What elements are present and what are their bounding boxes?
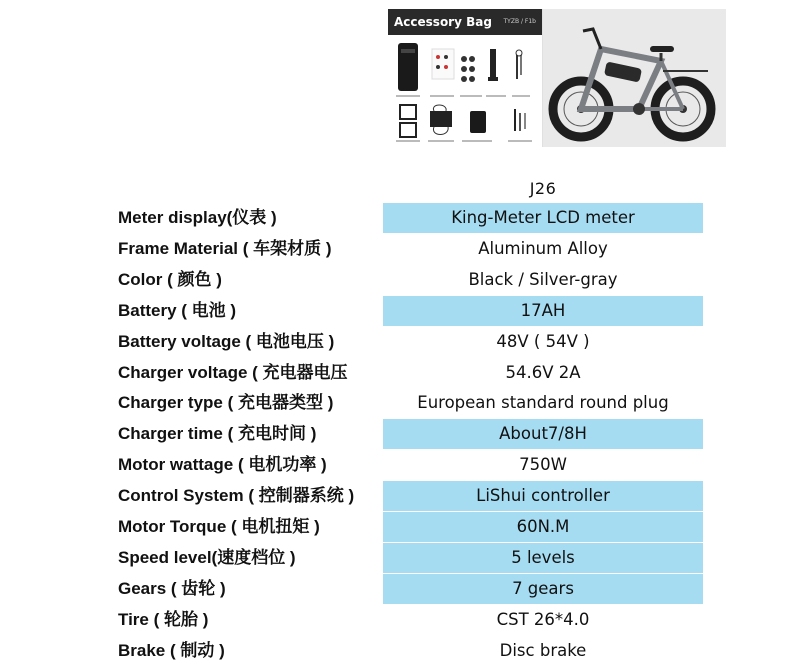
spec-row (0, 388, 808, 418)
accessory-bag-title: Accessory Bag (394, 15, 492, 29)
spec-row (0, 419, 808, 449)
spec-row (0, 358, 808, 388)
spec-label: Brake ( 制动 ) (118, 640, 225, 660)
tool-kit-icon (432, 49, 454, 79)
fat-bike-graphic (543, 9, 726, 147)
spec-row (0, 512, 808, 542)
spec-label: Motor wattage ( 电机功率 ) (118, 455, 327, 475)
bike-image (543, 9, 726, 147)
spec-row (0, 481, 808, 511)
spec-row (0, 605, 808, 635)
spec-label: Meter display(仪表 ) (118, 208, 277, 227)
charger-icon (430, 105, 452, 135)
spec-label: Tire ( 轮胎 ) (118, 609, 209, 629)
spec-value: 54.6V 2A (505, 362, 581, 382)
wrench-set-icon (461, 56, 475, 82)
spec-label: Control System ( 控制器系统 ) (118, 486, 355, 506)
spec-label: Battery voltage ( 电池电压 ) (118, 331, 335, 351)
spec-label: Frame Material ( 车架材质 ) (118, 238, 332, 258)
pedal-icon (400, 105, 416, 137)
spec-row (0, 203, 808, 233)
spec-value: CST 26*4.0 (496, 609, 590, 629)
spec-value: 750W (519, 455, 567, 475)
spec-row (0, 296, 808, 326)
pump-icon (488, 49, 498, 81)
spec-value: 17AH (383, 296, 703, 326)
spec-value: 5 levels (383, 543, 703, 573)
spec-row (0, 636, 808, 666)
model-name: J26 (529, 179, 557, 198)
spec-value: About7/8H (383, 419, 703, 449)
product-photo (388, 9, 726, 147)
accessory-bag-panel (388, 9, 543, 147)
spec-label: Charger voltage ( 充电器电压 (118, 362, 348, 382)
spec-row (0, 450, 808, 480)
spec-row (0, 265, 808, 295)
spec-value: European standard round plug (417, 393, 669, 413)
spec-label: Gears ( 齿轮 ) (118, 578, 226, 598)
spec-row (0, 574, 808, 604)
spec-label: Charger type ( 充电器类型 ) (118, 393, 334, 413)
spec-value: LiShui controller (383, 481, 703, 511)
reflector-icon (470, 111, 486, 133)
spec-value: 60N.M (383, 512, 703, 542)
spec-label: Battery ( 电池 ) (118, 300, 237, 320)
accessory-bag-subtitle: TYZB / F1b (503, 18, 536, 25)
spec-label: Charger time ( 充电时间 ) (118, 424, 317, 444)
spec-label: Speed level(速度档位 ) (118, 547, 296, 567)
spec-row (0, 234, 808, 264)
spec-label: Motor Torque ( 电机扭矩 ) (118, 517, 320, 536)
spec-value: 7 gears (383, 574, 703, 604)
key-icon (516, 50, 522, 79)
spec-value: Black / Silver-gray (468, 269, 618, 289)
spec-value: 48V ( 54V ) (496, 331, 590, 351)
accessory-items-graphic (388, 9, 542, 147)
spec-value: Disc brake (499, 640, 587, 660)
spoke-key-icon (514, 109, 526, 131)
spec-row (0, 543, 808, 573)
spec-label: Color ( 颜色 ) (118, 269, 222, 289)
spec-row (0, 327, 808, 357)
spec-value: King-Meter LCD meter (383, 203, 703, 233)
spec-value: Aluminum Alloy (478, 238, 608, 258)
